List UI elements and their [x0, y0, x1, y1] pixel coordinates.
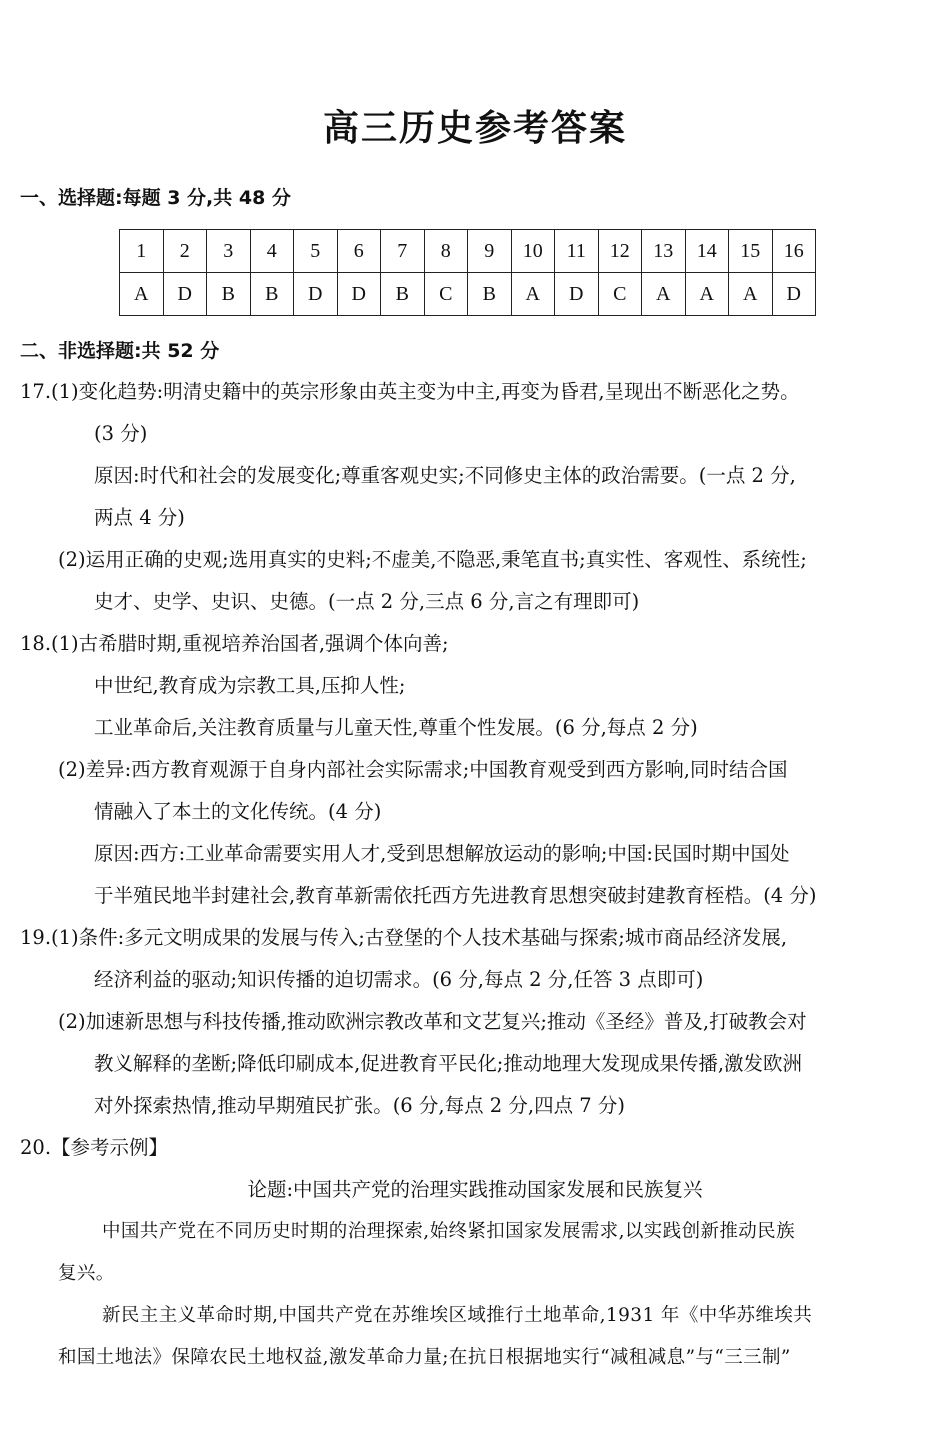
question-number-cell: 12 [598, 230, 642, 273]
question-number-cell: 5 [294, 230, 338, 273]
section-1-heading: 一、选择题:每题 3 分,共 48 分 [20, 187, 291, 209]
answer-cell: B [468, 273, 512, 316]
question-number-cell: 14 [685, 230, 729, 273]
q18-part2-line: 原因:西方:工业革命需要实用人才,受到思想解放运动的影响;中国:民国时期中国处 [94, 842, 790, 865]
essay-paragraph-line: 复兴。 [58, 1263, 115, 1284]
section-2-heading: 二、非选择题:共 52 分 [20, 340, 220, 362]
q20-label: 20.【参考示例】 [20, 1136, 169, 1159]
page-title: 高三历史参考答案 [322, 108, 627, 149]
answer-cell: D [555, 273, 599, 316]
q18-part2-line: 于半殖民地半封建社会,教育革新需依托西方先进教育思想突破封建教育桎梏。(4 分) [94, 884, 817, 907]
answer-cell: D [772, 273, 816, 316]
q19-part1-line: 19.(1)条件:多元文明成果的发展与传入;古登堡的个人技术基础与探索;城市商品经济发展, [20, 926, 788, 949]
answer-cell: B [250, 273, 294, 316]
essay-paragraph-line: 和国土地法》保障农民土地权益,激发革命力量;在抗日根据地实行“减租减息”与“三三制” [58, 1347, 791, 1368]
q18-part1-line: 中世纪,教育成为宗教工具,压抑人性; [94, 674, 406, 697]
q17-part2-line: (2)运用正确的史观;选用真实的史料;不虚美,不隐恶,秉笔直书;真实性、客观性、系统性; [58, 548, 807, 571]
question-number-cell: 4 [250, 230, 294, 273]
answer-cell: D [163, 273, 207, 316]
question-number-cell: 11 [555, 230, 599, 273]
q18-part1-line: 18.(1)古希腊时期,重视培养治国者,强调个体向善; [20, 632, 449, 655]
q17-part2-line: 史才、史学、史识、史德。(一点 2 分,三点 6 分,言之有理即可) [94, 590, 640, 613]
question-number-cell: 13 [642, 230, 686, 273]
q20-topic: 论题:中国共产党的治理实践推动国家发展和民族复兴 [247, 1178, 703, 1201]
q18-part2-line: (2)差异:西方教育观源于自身内部社会实际需求;中国教育观受到西方影响,同时结合国 [58, 758, 788, 781]
question-number-cell: 8 [424, 230, 468, 273]
answer-cell: B [207, 273, 251, 316]
answer-cell: B [381, 273, 425, 316]
question-number-cell: 3 [207, 230, 251, 273]
q19-part2-line: 教义解释的垄断;降低印刷成本,促进教育平民化;推动地理大发现成果传播,激发欧洲 [94, 1052, 803, 1075]
q18-part1-line: 工业革命后,关注教育质量与儿童天性,尊重个性发展。(6 分,每点 2 分) [94, 716, 698, 739]
essay-paragraph-line: 新民主主义革命时期,中国共产党在苏维埃区域推行土地革命,1931 年《中华苏维埃共 [102, 1305, 813, 1326]
answer-table-number-row [120, 230, 816, 273]
answer-cell: A [511, 273, 555, 316]
q17-part1-line: 原因:时代和社会的发展变化;尊重客观史实;不同修史主体的政治需要。(一点 2 分, [94, 464, 796, 487]
q19-part2-line: (2)加速新思想与科技传播,推动欧洲宗教改革和文艺复兴;推动《圣经》普及,打破教会对 [58, 1010, 807, 1033]
answer-cell: D [294, 273, 338, 316]
question-number-cell: 2 [163, 230, 207, 273]
q19-part2-line: 对外探索热情,推动早期殖民扩张。(6 分,每点 2 分,四点 7 分) [94, 1094, 626, 1117]
question-number-cell: 1 [120, 230, 164, 273]
answer-cell: A [120, 273, 164, 316]
question-number-cell: 10 [511, 230, 555, 273]
question-number-cell: 15 [729, 230, 773, 273]
question-number-cell: 16 [772, 230, 816, 273]
q17-part1-line: 两点 4 分) [94, 506, 185, 529]
question-number-cell: 6 [337, 230, 381, 273]
answer-cell: C [598, 273, 642, 316]
answer-cell: A [729, 273, 773, 316]
essay-paragraph-line: 中国共产党在不同历史时期的治理探索,始终紧扣国家发展需求,以实践创新推动民族 [102, 1221, 795, 1242]
answer-cell: A [685, 273, 729, 316]
answer-cell: C [424, 273, 468, 316]
q19-part1-line: 经济利益的驱动;知识传播的迫切需求。(6 分,每点 2 分,任答 3 点即可) [94, 968, 704, 991]
question-number-cell: 7 [381, 230, 425, 273]
answer-cell: D [337, 273, 381, 316]
q17-part1-line: (3 分) [94, 422, 148, 445]
q18-part2-line: 情融入了本土的文化传统。(4 分) [94, 800, 382, 823]
answer-table-answer-row [120, 273, 816, 316]
answer-cell: A [642, 273, 686, 316]
question-number-cell: 9 [468, 230, 512, 273]
q17-part1-line: 17.(1)变化趋势:明清史籍中的英宗形象由英主变为中主,再变为昏君,呈现出不断恶化之势。 [20, 380, 800, 403]
answer-table [119, 229, 816, 316]
